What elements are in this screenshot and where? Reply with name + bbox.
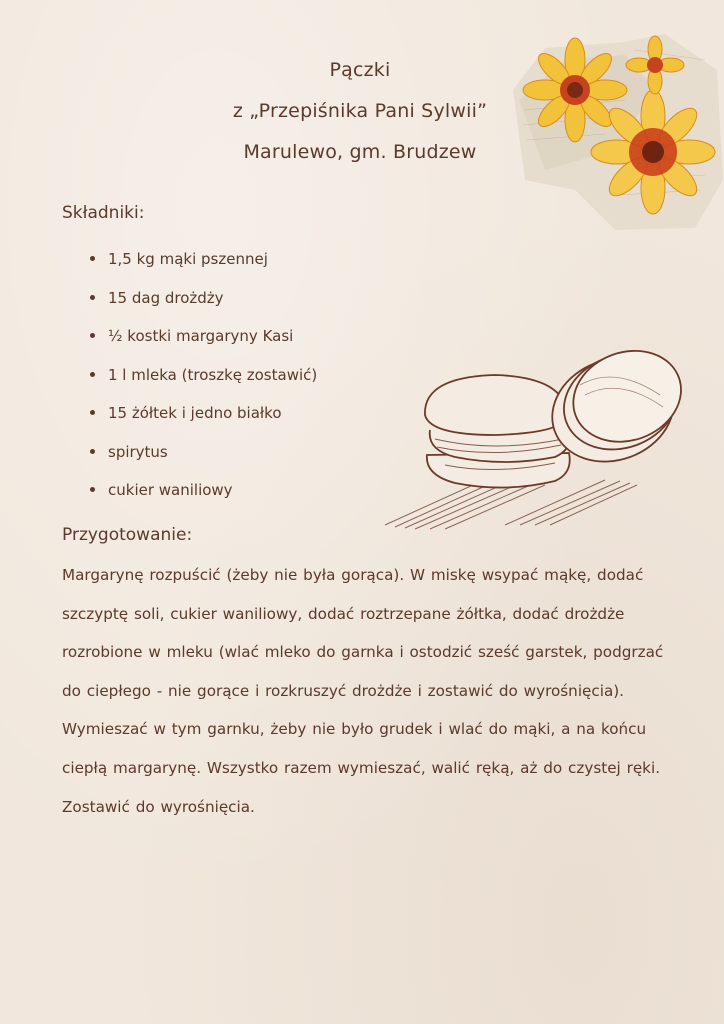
- flower-collage-icon: [505, 30, 724, 235]
- recipe-header: [160, 50, 560, 173]
- preparation-label: Przygotowanie:: [62, 525, 193, 545]
- list-item: ½ kostki margaryny Kasi: [90, 317, 317, 356]
- list-item: spirytus: [90, 433, 317, 472]
- preparation-text: Margarynę rozpuścić (żeby nie była gorąca). W miskę wsypać mąkę, dodać szczyptę soli, cukier waniliowy, dodać roztrzepane żółtka, dodać drożdże rozrobione w mleku (wlać mleko do garnka i ostodzić sześć garstek, podgrzać do ciepłego - nie gorące i rozkruszyć drożdże i zostawić do wyrośnięcia). Wymieszać w tym garnku, żeby nie było grudek i wlać do mąki, a na końcu ciepłą margarynę. Wszystko razem wymieszać, walić ręką, aż do czystej ręki. Zostawić do wyrośnięcia.: [62, 566, 664, 816]
- recipe-subtitle: z „Przepiśnika Pani Sylwii”: [232, 100, 488, 122]
- list-item: cukier waniliowy: [90, 471, 317, 510]
- ingredients-label: Składniki:: [62, 203, 145, 223]
- list-item: 15 dag drożdży: [90, 279, 317, 318]
- recipe-title: Pączki: [329, 59, 391, 81]
- recipe-location: Marulewo, gm. Brudzew: [243, 141, 477, 163]
- list-item: 1,5 kg mąki pszennej: [90, 240, 317, 279]
- list-item: 1 l mleka (troszkę zostawić): [90, 356, 317, 395]
- ingredients-list: [90, 240, 317, 510]
- macarons-sketch-icon: [375, 335, 690, 535]
- list-item: 15 żółtek i jedno białko: [90, 394, 317, 433]
